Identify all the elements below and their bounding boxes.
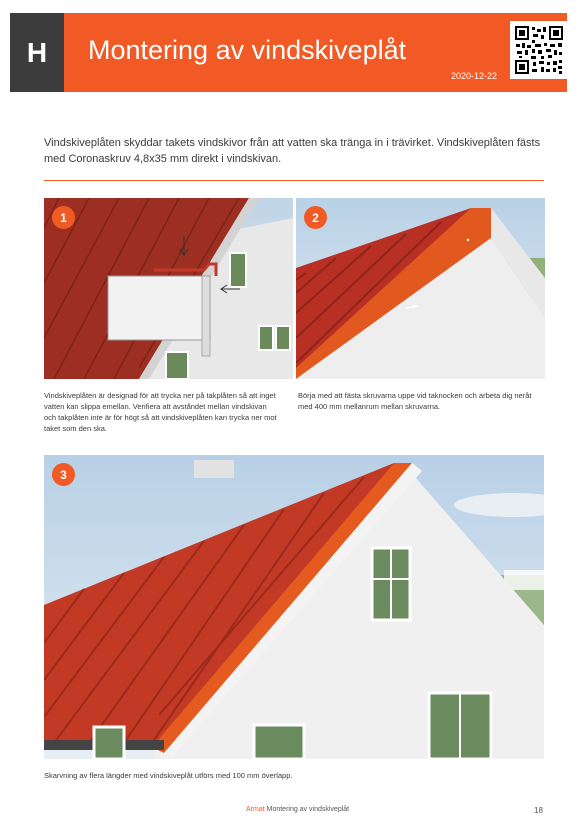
photo-step-1 xyxy=(44,198,293,379)
qr-code-icon[interactable] xyxy=(510,21,568,79)
page-title: Montering av vindskiveplåt xyxy=(88,35,407,65)
step-1-caption: Vindskiveplåten är designad för att trycka ner på takplåten så att inget vatten kan slippa emellan. Verifiera att avståndet mellan vindskivan och takplåten inte är för högt så att vindskiveplåten kan trycka ner mot taket som den ska. xyxy=(44,391,277,433)
page-header xyxy=(10,13,567,92)
intro-text: Vindskiveplåten skyddar takets vindskivor från att vatten ska tränga in i trävirket. Vindskiveplåten fästs med Coronaskruv 4,8x35 mm direkt i vindskivan. xyxy=(44,137,541,165)
footer-title xyxy=(246,806,349,813)
step-number-badge: 2 xyxy=(304,206,327,229)
divider xyxy=(44,180,544,181)
step-number-badge: 1 xyxy=(52,206,75,229)
section-badge: H xyxy=(10,13,64,92)
photo-step-2 xyxy=(296,198,545,379)
step-3-caption: Skarvning av flera längder med vindskiveplåt utförs med 100 mm överlapp. xyxy=(44,771,293,780)
footer-brand: Armat xyxy=(246,806,265,813)
page-number: 18 xyxy=(534,806,543,815)
step-number-badge: 3 xyxy=(52,463,75,486)
photo-step-3 xyxy=(44,455,544,759)
step-2-caption: Börja med att fästa skruvarna uppe vid taknocken och arbeta dig neråt med 400 mm mellanrum mellan skruvarna. xyxy=(298,391,532,411)
footer-doc-title: Montering av vindskiveplåt xyxy=(266,806,350,813)
publish-date: 2020-12-22 xyxy=(451,71,498,81)
